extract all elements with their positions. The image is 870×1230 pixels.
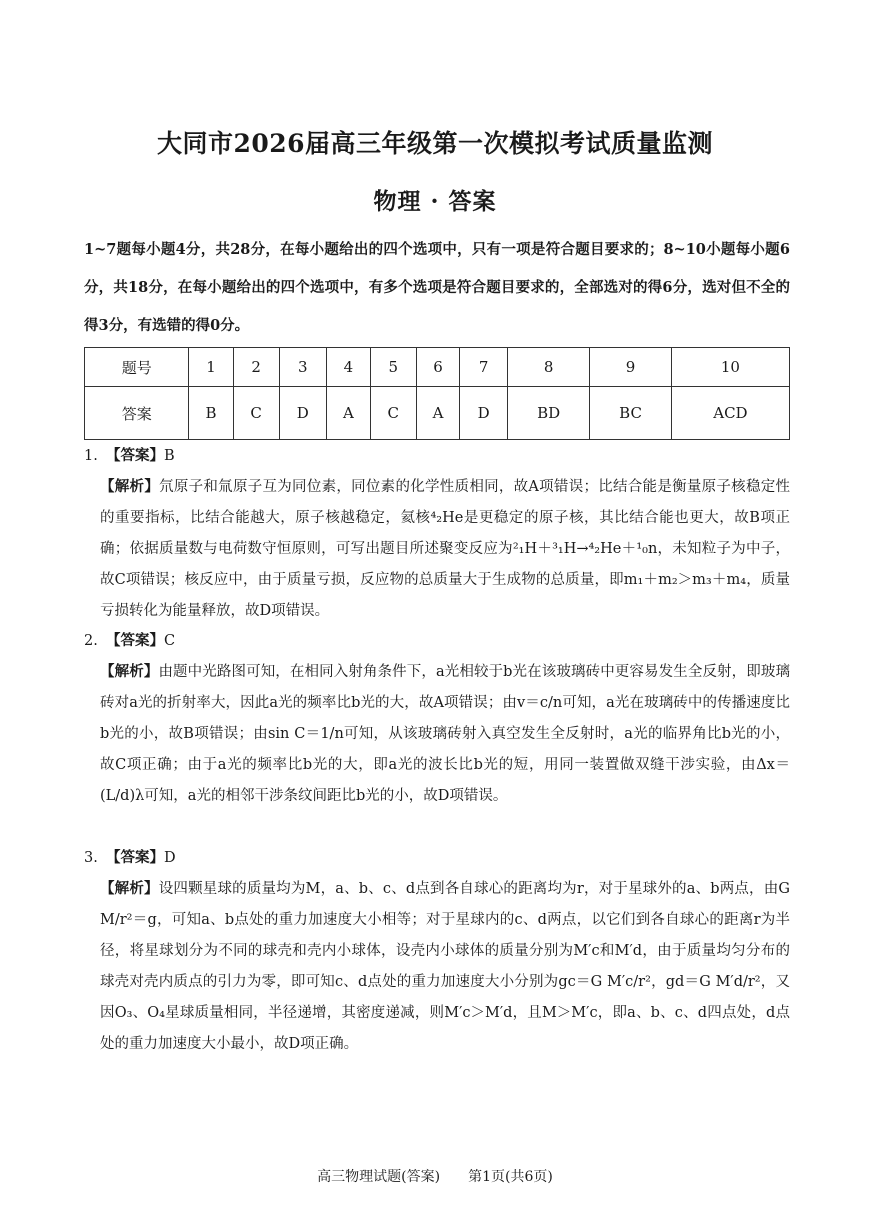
question-2-block [84,626,790,812]
question-number: 1 [189,348,233,387]
question-number: 3 [279,348,327,387]
answer-cell: D [279,387,327,440]
answer-cell: BC [590,387,672,440]
answer-cell: A [416,387,460,440]
question-number: 5 [370,348,416,387]
explanation-text: 由题中光路图可知，在相同入射角条件下，a光相较于b光在该玻璃砖中更容易发生全反射，即玻璃砖对a光的折射率大，因此a光的频率比b光的大，故A项错误；由v＝c/n可知，a光在玻璃砖中的传播速度比b光的小，故B项错误；由sin C＝1/n可知，从该玻璃砖射入真空发生全反射时，a光的临界角比b光的小，故C项正确；由于a光的频率比b光的大，即a光的波长比b光的短，用同一装置做双缝干涉实验，由Δx＝(L/d)λ可知，a光的相邻干涉条纹间距比b光的小，故D项错误。 [100,664,790,804]
explanation-label: 【解析】 [100,478,160,495]
question-number-row [85,348,790,387]
answer-label: 【答案】 [106,632,164,649]
answer-value: B [164,448,175,464]
question-2-answer [84,626,790,656]
answer-label: 【答案】 [106,849,164,866]
question-3-explanation [84,873,790,1060]
answer-cell: B [189,387,233,440]
answer-row [85,387,790,440]
answer-label: 【答案】 [106,447,164,464]
answer-value: C [164,633,176,649]
explanation-text: 设四颗星球的质量均为M，a、b、c、d点到各自球心的距离均为r，对于星球外的a、b两点，由G M/r²＝g，可知a、b点处的重力加速度大小相等；对于星球内的c、d两点，以它们到各自球心的距离r为半径，将星球划分为不同的球壳和壳内小球体，设壳内小球体的质量分别为M′c和M′d，由于质量均匀分布的球壳对壳内质点的引力为零，即可知c、d点处的重力加速度大小分别为gc＝G M′c/r²，gd＝G M′d/r²，又因O₃、O₄星球质量相同，半径递增，其密度递减，则M′c＞M′d，且M＞M′c，即a、b、c、d四点处，d点处的重力加速度大小最小，故D项正确。 [100,881,790,1052]
question-number: 10 [671,348,789,387]
explanation-text: 氘原子和氚原子互为同位素，同位素的化学性质相同，故A项错误；比结合能是衡量原子核稳定性的重要指标，比结合能越大，原子核越稳定，氦核⁴₂He是更稳定的原子核，其比结合能也更大，故B项正确；依据质量数与电荷数守恒原则，可写出题目所述聚变反应为²₁H＋³₁H→⁴₂He＋¹₀n，未知粒子为中子，故C项错误；核反应中，由于质量亏损，反应物的总质量大于生成物的总质量，即m₁＋m₂＞m₃＋m₄，质量亏损转化为能量释放，故D项错误。 [100,479,791,619]
question-number: 2 [233,348,279,387]
footer-page-number: 第1页(共6页) [468,1169,553,1185]
question-1-number: 1. [84,448,98,464]
question-1-answer [84,441,790,471]
page-subtitle: 物理 · 答案 [373,188,497,215]
row-label-question-number: 题号 [85,348,189,387]
answer-value: D [164,850,176,866]
answer-cell: BD [507,387,589,440]
scoring-instructions: 1~7题每小题4分，共28分，在每小题给出的四个选项中，只有一项是符合题目要求的；8~10小题每小题6分，共18分，在每小题给出的四个选项中，有多个选项是符合题目要求的，全部选对的得6分，选对但不全的得3分，有选错的得0分。 [84,241,790,334]
footer-doc-name: 高三物理试题(答案) [317,1169,441,1185]
explanation-label: 【解析】 [100,663,159,680]
page-footer [0,1166,870,1186]
question-3-answer [84,843,790,873]
page-title: 大同市2026届高三年级第一次模拟考试质量监测 [156,129,714,158]
question-number: 6 [416,348,460,387]
answer-cell: C [370,387,416,440]
question-number: 8 [507,348,589,387]
question-3-block [84,843,790,1060]
question-2-number: 2. [84,633,98,649]
question-number: 4 [327,348,371,387]
answer-cell: ACD [671,387,789,440]
answer-table [84,347,790,440]
question-number: 7 [460,348,508,387]
explanation-label: 【解析】 [100,880,159,897]
question-number: 9 [590,348,672,387]
answer-cell: C [233,387,279,440]
question-1-explanation [84,471,790,627]
answer-cell: A [327,387,371,440]
question-1-block [84,441,790,627]
question-3-number: 3. [84,850,98,866]
answer-cell: D [460,387,508,440]
question-2-explanation [84,656,790,812]
row-label-answer: 答案 [85,387,189,440]
